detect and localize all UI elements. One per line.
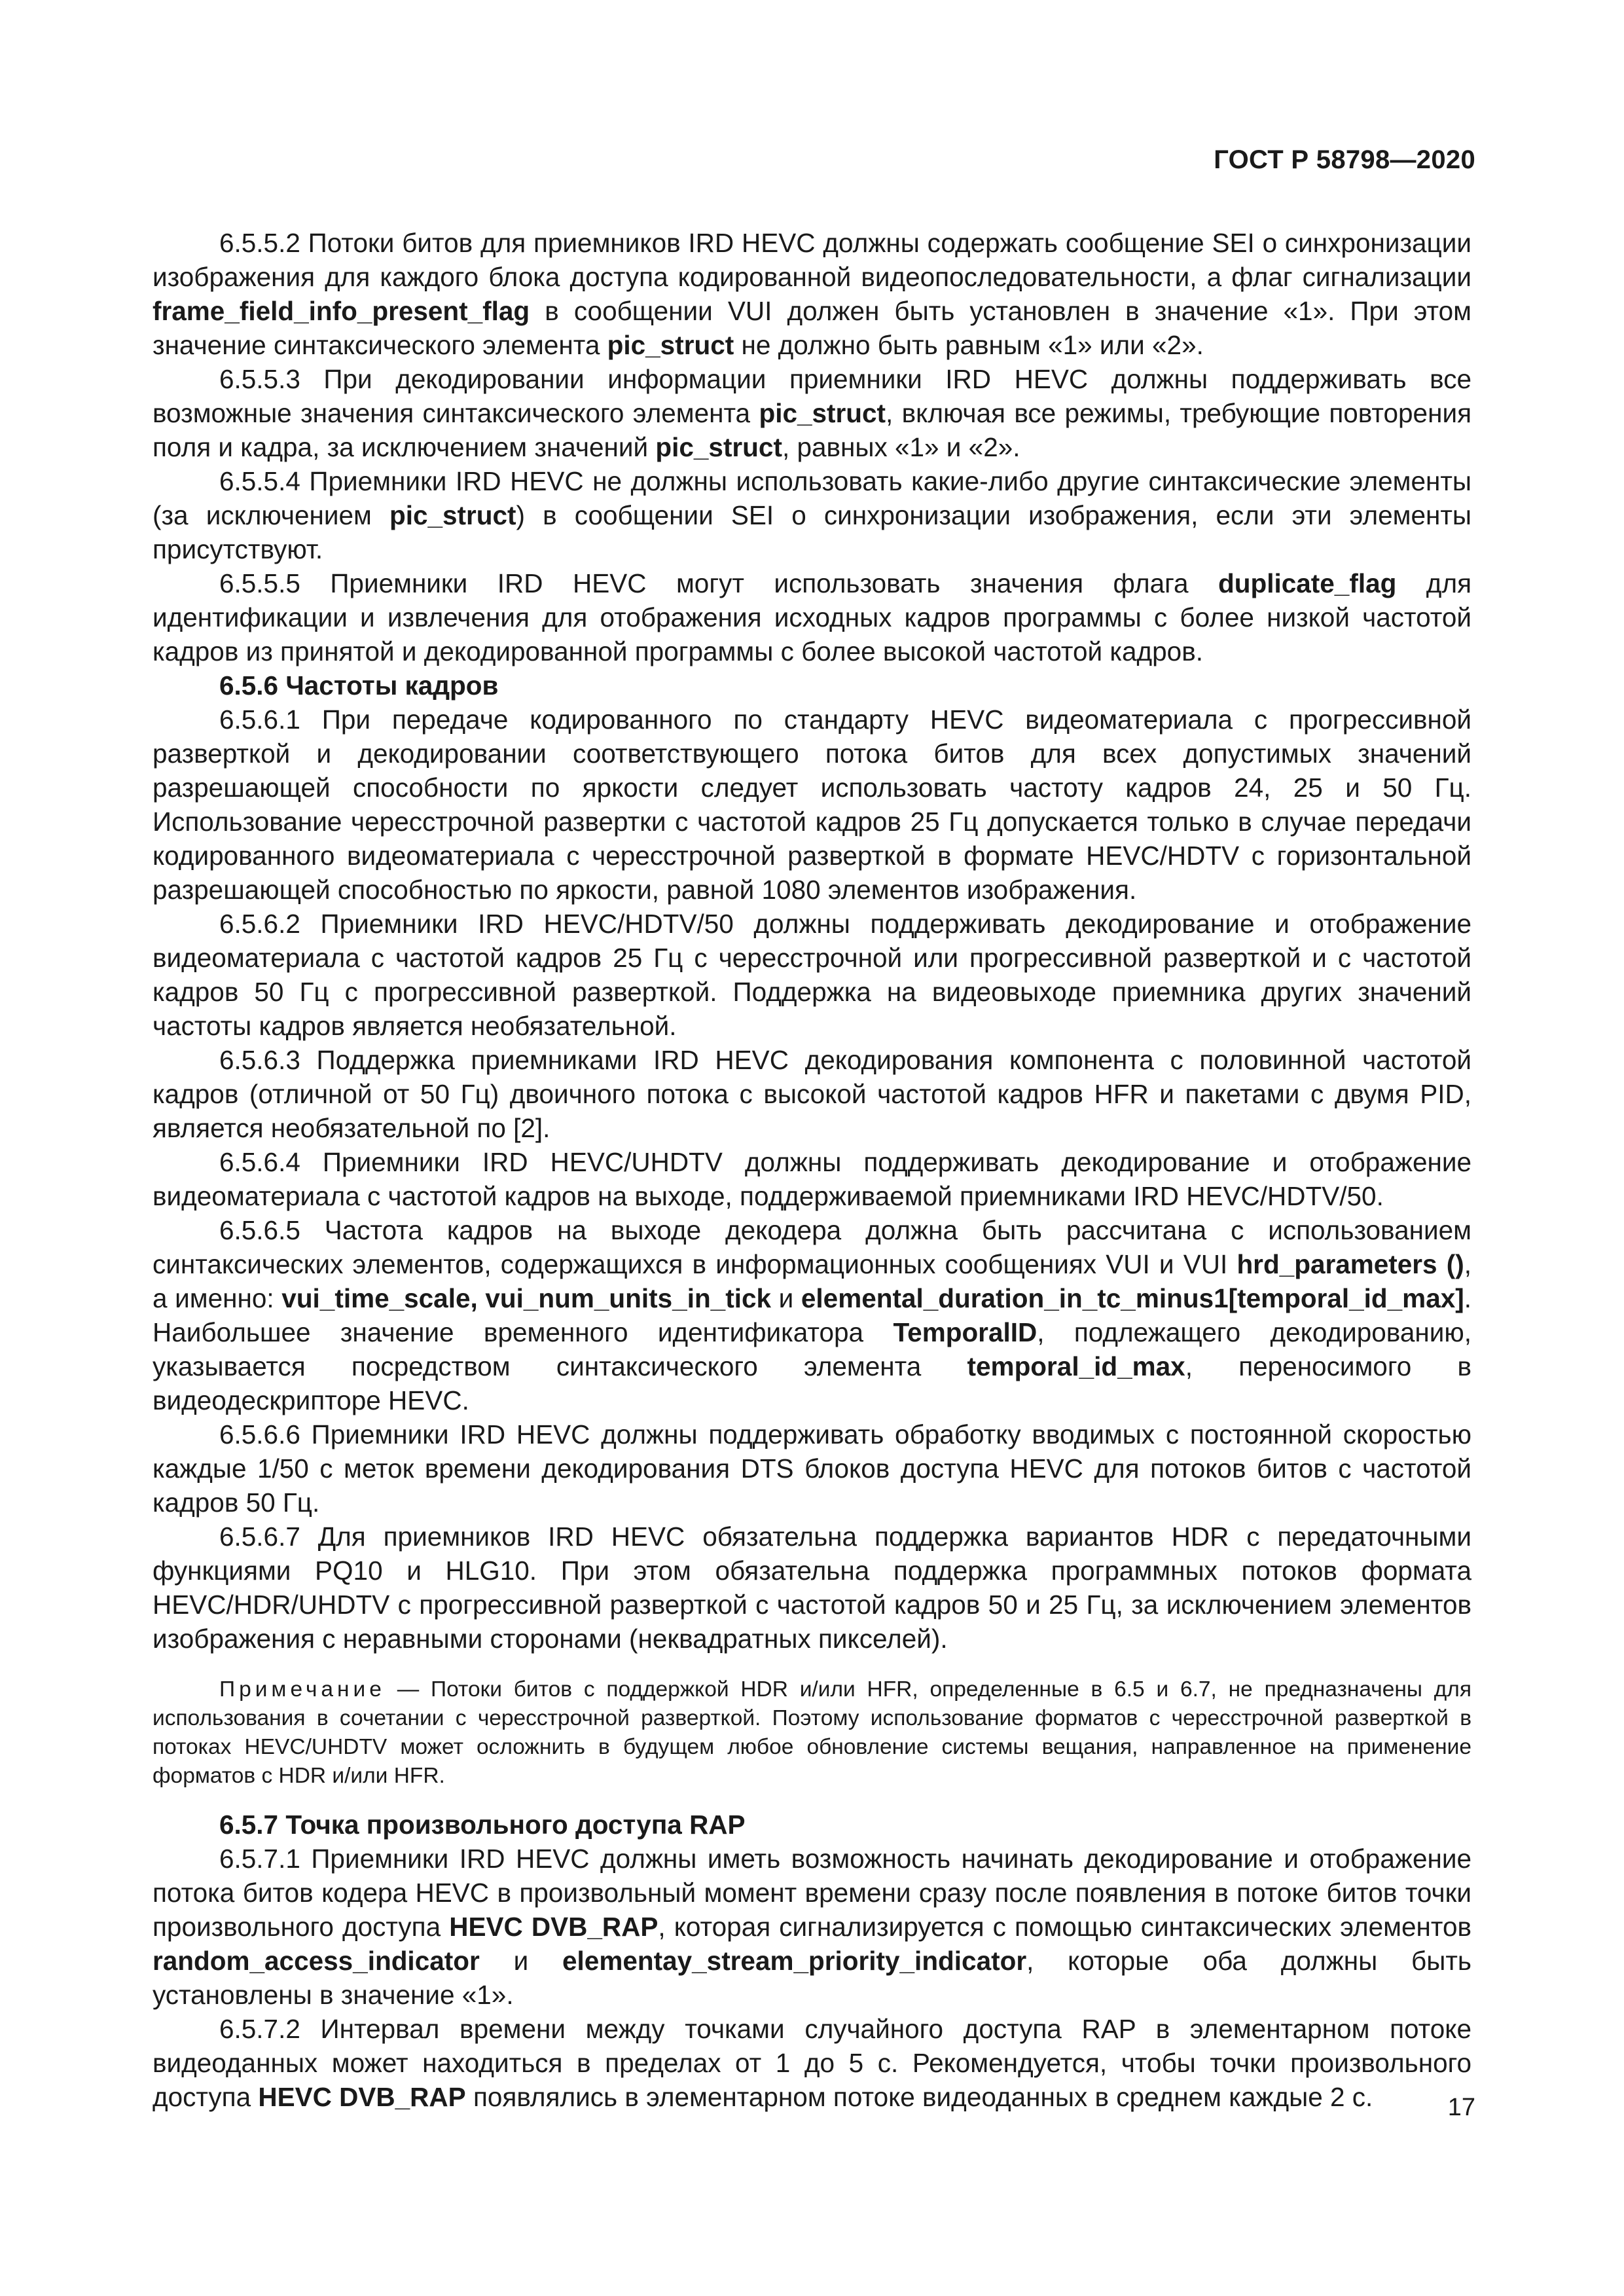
text-run: 6.5.7.1 Приемники IRD HEVC должны иметь возможность начинать декодирование и отображение потока битов кодера HEVC в произвольный момент времени сразу после появления в потоке битов точки произвольного доступа	[153, 1844, 1471, 1942]
paragraph-6-5-5-5	[153, 566, 1471, 668]
paragraph-6-5-6-5	[153, 1213, 1471, 1417]
bold-term: duplicate_flag	[1218, 568, 1397, 598]
text-run: не должно быть равным «1» или «2».	[734, 330, 1204, 360]
text-run: ) в сообщении SEI о синхронизации изображения, если эти элементы присутствуют.	[153, 500, 1472, 564]
paragraph-6-5-6-3	[153, 1043, 1471, 1145]
text-run: 6.5.5.5 Приемники IRD HEVC могут использовать значения флага	[219, 568, 1219, 598]
paragraph-6-5-5-3	[153, 362, 1471, 464]
text-run: , равных «1» и «2».	[782, 432, 1020, 462]
bold-term: hrd_parameters ()	[1236, 1249, 1464, 1279]
text-run: 6.5.5.4 Приемники IRD HEVC не должны использовать какие-либо другие синтаксические элементы (за исключением	[153, 466, 1471, 530]
text-run: и	[479, 1946, 563, 1976]
text-run: 6.5.6.7 Для приемников IRD HEVC обязательна поддержка вариантов HDR с передаточными функциями PQ10 и HLG10. При этом обязательна поддержка программных потоков формата HEVC/HDR/UHDTV с прогрессивной разверткой с частотой кадров 50 и 25 Гц, за исключением элементов изображения с неравными сторонами (неквадратных пикселей).	[153, 1522, 1471, 1654]
text-run: , переносимого в видеодескрипторе HEVC.	[153, 1351, 1471, 1415]
paragraph-6-5-6-1	[153, 702, 1471, 907]
text-run: 6.5.6.2 Приемники IRD HEVC/HDTV/50 должны поддерживать декодирование и отображение видеоматериала с частотой кадров 25 Гц с чересстрочной или прогрессивной разверткой и с частотой кадров 50 Гц с прогрессивной разверткой. Поддержка на видеовыходе приемника других значений частоты кадров является необязательной.	[153, 909, 1471, 1041]
bold-term: elementay_stream_priority_indicator	[562, 1946, 1027, 1976]
bold-term: vui_time_scale, vui_num_units_in_tick	[281, 1283, 771, 1313]
text-run: для идентификации и извлечения для отображения исходных кадров программы с более низкой частотой кадров из принятой и декодированной программы с более высокой частотой кадров.	[153, 568, 1472, 666]
bold-term: temporal_id_max	[967, 1351, 1185, 1381]
text-run: появлялись в элементарном потоке видеоданных в среднем каждые 2 с.	[465, 2082, 1373, 2112]
text-run: и	[771, 1283, 801, 1313]
text-run: — Потоки битов с поддержкой HDR и/или HFR, определенные в 6.5 и 6.7, не предназначены для использования в сочетании с чересстрочной разверткой. Поэтому использование форматов с чересстрочной разверткой в потоках HEVC/UHDTV может осложнить в будущем любое обновление системы вещания, направленное на применение форматов с HDR и/или HFR.	[153, 1677, 1471, 1788]
bold-term: random_access_indicator	[153, 1946, 480, 1976]
text-run: 6.5.6 Частоты кадров	[219, 670, 499, 701]
section-heading-6-5-6	[153, 668, 1471, 702]
text-run: , подлежащего декодированию, указывается посредством синтаксического элемента	[153, 1317, 1471, 1381]
text-run: 6.5.7 Точка произвольного доступа RAP	[219, 1810, 746, 1840]
document-body	[153, 226, 1471, 2114]
paragraph-6-5-5-4	[153, 464, 1471, 566]
bold-term: pic_struct	[607, 330, 734, 360]
paragraph-6-5-5-2	[153, 226, 1471, 362]
paragraph-6-5-6-4	[153, 1145, 1471, 1213]
bold-term: HEVC DVB_RAP	[258, 2082, 466, 2112]
text-run: . Наибольшее значение временного идентификатора	[153, 1283, 1471, 1347]
section-heading-6-5-7	[153, 1808, 1471, 1842]
paragraph-6-5-6-7	[153, 1520, 1471, 1656]
bold-term: elemental_duration_in_tc_minus1[temporal_id_max]	[801, 1283, 1464, 1313]
paragraph-6-5-6-2	[153, 907, 1471, 1043]
text-run: 6.5.6.4 Приемники IRD HEVC/UHDTV должны поддерживать декодирование и отображение видеоматериала с частотой кадров на выходе, поддерживаемой приемниками IRD HEVC/HDTV/50.	[153, 1147, 1471, 1211]
text-run: 6.5.6.5 Частота кадров на выходе декодера должна быть рассчитана с использованием синтаксических элементов, содержащихся в информационных сообщениях VUI и VUI	[153, 1215, 1471, 1279]
text-run: 6.5.5.3 При декодировании информации приемники IRD HEVC должны поддерживать все возможные значения синтаксического элемента	[153, 364, 1471, 428]
paragraph-6-5-6-6	[153, 1417, 1471, 1520]
text-run: , которая сигнализируется с помощью синтаксических элементов	[658, 1912, 1471, 1942]
document-standard-id: ГОСТ Р 58798—2020	[1214, 145, 1475, 174]
text-run: , включая все режимы, требующие повторения поля и кадра, за исключением значений	[153, 398, 1472, 462]
text-run: в сообщении VUI должен быть установлен в значение «1». При этом значение синтаксического элемента	[153, 296, 1471, 360]
bold-term: frame_field_info_present_flag	[153, 296, 530, 326]
text-run: 6.5.5.2 Потоки битов для приемников IRD HEVC должны содержать сообщение SEI о синхронизации изображения для каждого блока доступа кодированной видеопоследовательности, а флаг сигнализации	[153, 228, 1471, 292]
bold-term: pic_struct	[759, 398, 886, 428]
text-run: 6.5.6.1 При передаче кодированного по стандарту HEVC видеоматериала с прогрессивной разверткой и декодировании соответствующего потока битов для всех допустимых значений разрешающей способности по яркости следует использовать частоту кадров 24, 25 и 50 Гц. Использование чересстрочной развертки с частотой кадров 25 Гц допускается только в случае передачи кодированного видеоматериала с чересстрочной разверткой в формате HEVC/HDTV с горизонтальной разрешающей способностью по яркости, равной 1080 элементов изображения.	[153, 704, 1471, 905]
text-run: , которые оба должны быть установлены в значение «1».	[153, 1946, 1471, 2010]
text-run: 6.5.6.3 Поддержка приемниками IRD HEVC декодирования компонента с половинной частотой кадров (отличной от 50 Гц) двоичного потока с высокой частотой кадров HFR и пакетами с двумя PID, является необязательной по [2].	[153, 1045, 1471, 1143]
bold-term: pic_struct	[655, 432, 782, 462]
page-number: 17	[1447, 2094, 1475, 2121]
text-run: 6.5.6.6 Приемники IRD HEVC должны поддерживать обработку вводимых с постоянной скоростью каждые 1/50 с меток времени декодирования DTS блоков доступа HEVC для потоков битов с частотой кадров 50 Гц.	[153, 1419, 1471, 1518]
bold-term: HEVC DVB_RAP	[449, 1912, 659, 1942]
note-hdr-hfr	[153, 1675, 1471, 1791]
text-run: , а именно:	[153, 1249, 1471, 1313]
bold-term: pic_struct	[389, 500, 516, 530]
paragraph-6-5-7-2	[153, 2012, 1471, 2114]
text-run: 6.5.7.2 Интервал времени между точками случайного доступа RAP в элементарном потоке видеоданных может находиться в пределах от 1 до 5 с. Рекомендуется, чтобы точки произвольного доступа	[153, 2014, 1471, 2112]
paragraph-6-5-7-1	[153, 1842, 1471, 2012]
note-label: Примечание	[219, 1677, 386, 1702]
bold-term: TemporalID	[893, 1317, 1038, 1347]
